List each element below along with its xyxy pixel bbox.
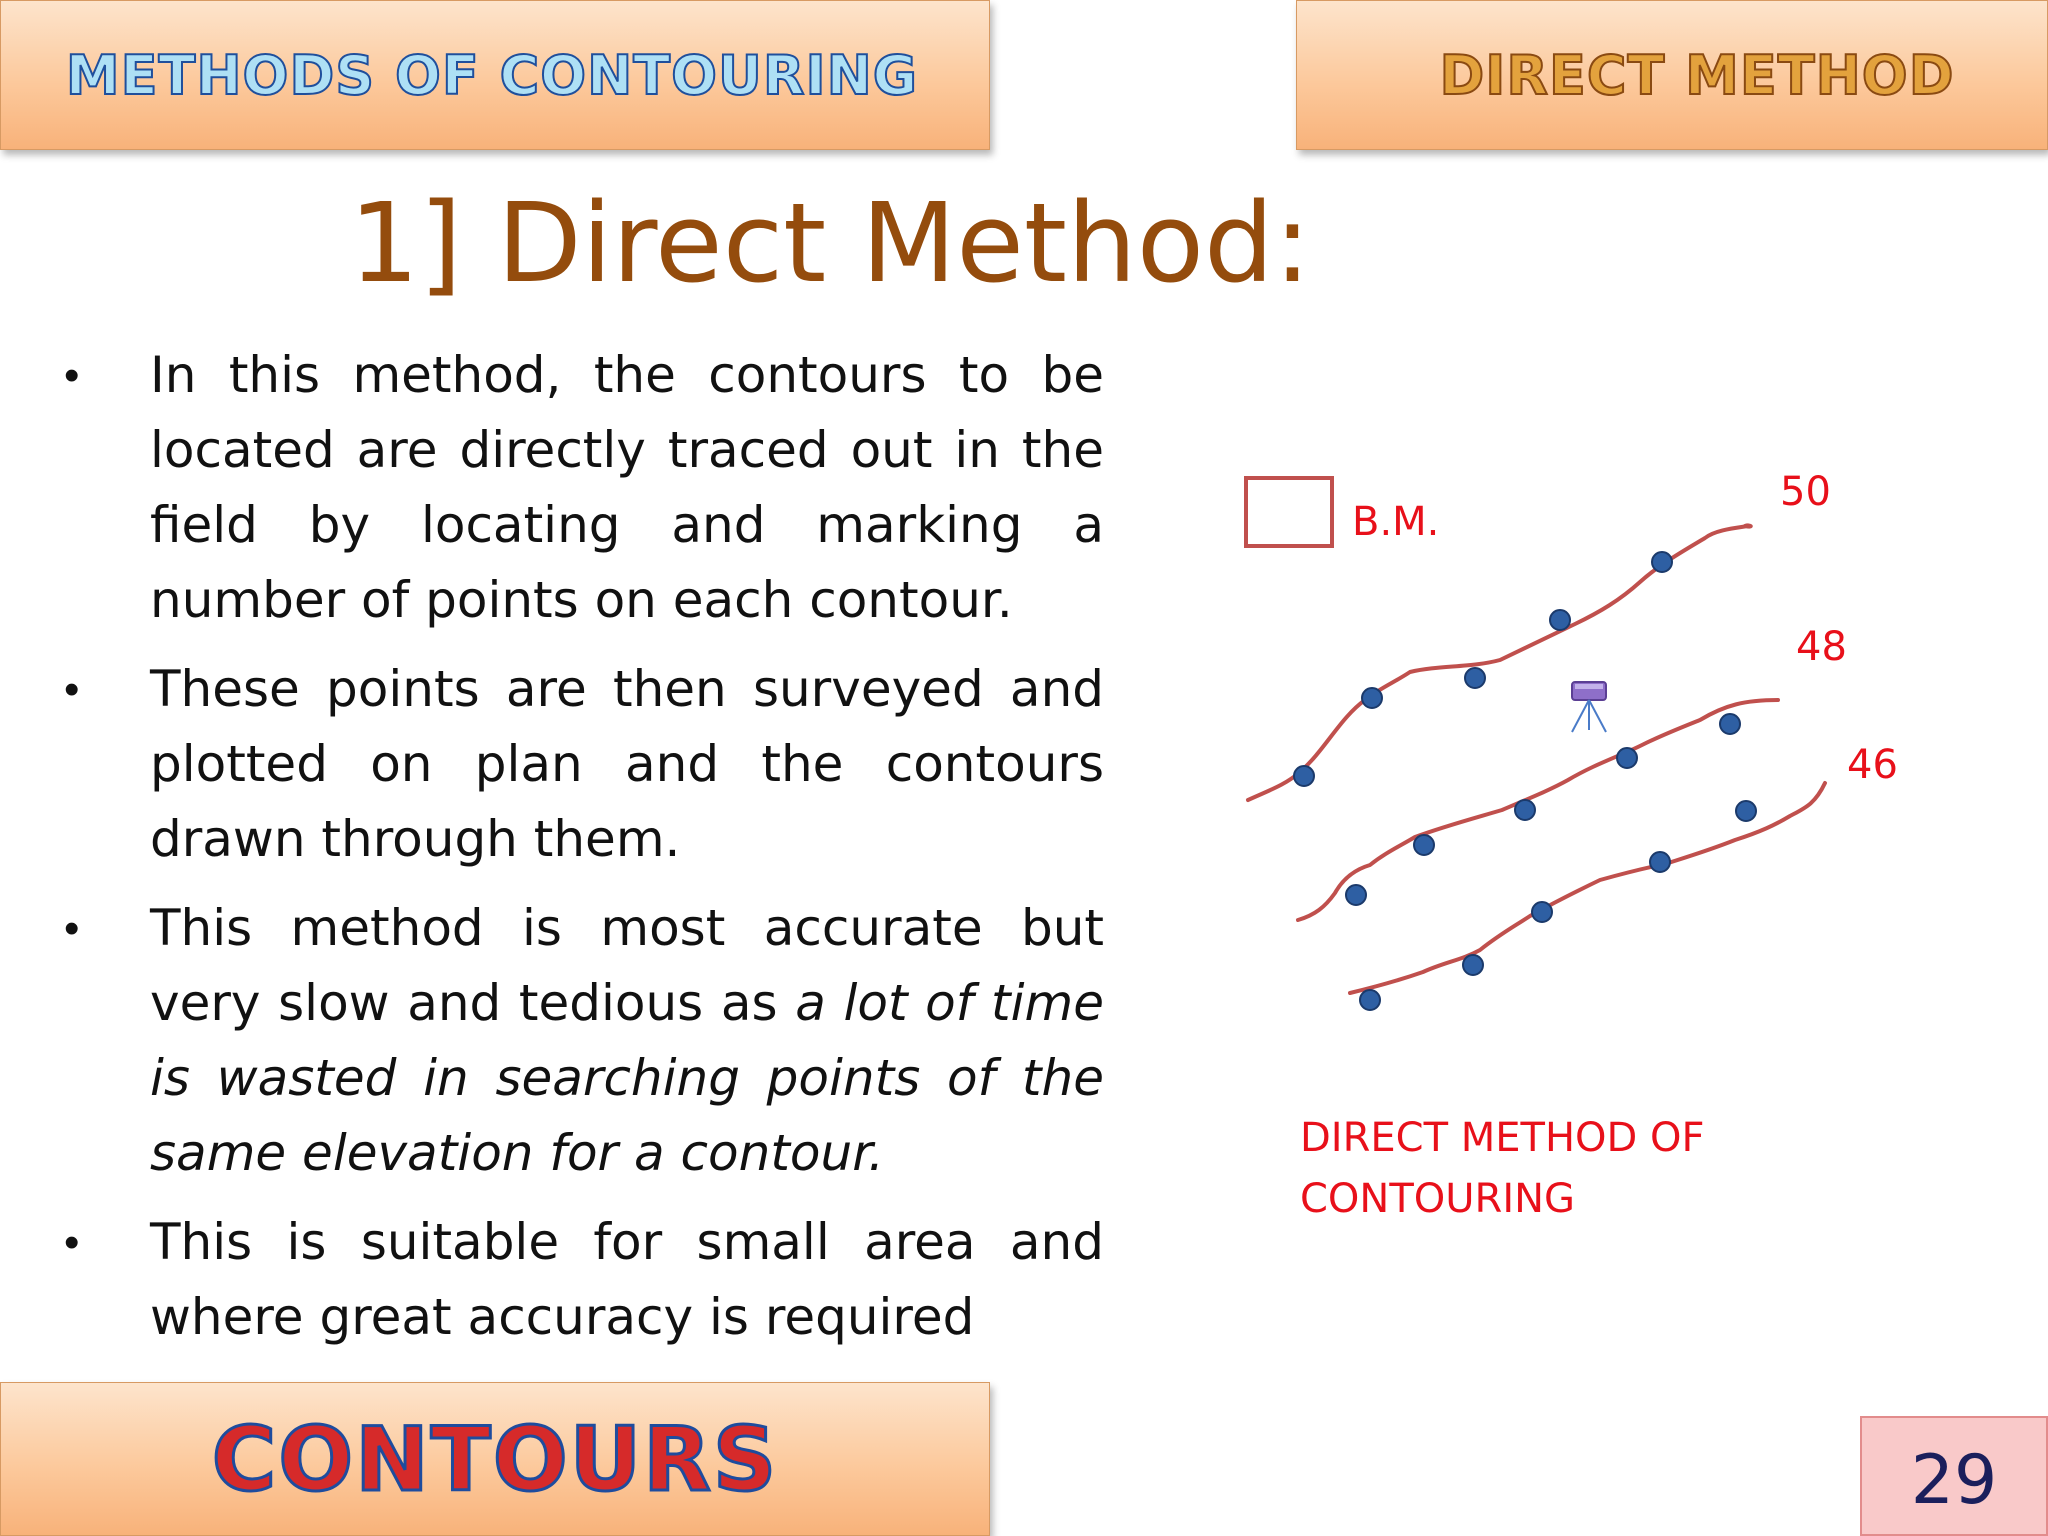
header-banner-right: [1296, 0, 2048, 150]
bullet-icon: •: [64, 1218, 80, 1267]
survey-point: [1362, 688, 1382, 708]
diagram-caption-line-2: CONTOURING: [1300, 1176, 1576, 1222]
direct-method-title: DIRECT METHOD: [1439, 43, 1955, 107]
bullet-text: This is suitable for small area and where great accuracy is required: [150, 1213, 1104, 1346]
survey-points: [1294, 552, 1756, 1010]
survey-point: [1652, 552, 1672, 572]
survey-point: [1346, 885, 1366, 905]
bullet-text: [150, 891, 1104, 1191]
page-number-box: [1860, 1416, 2048, 1536]
benchmark-box: [1246, 478, 1332, 546]
diagram-caption: [1300, 1108, 1800, 1230]
bullet-text: In this method, the contours to be located are directly traced out in the field by locating and marking a number of points on each contour.: [150, 346, 1104, 629]
contour-line-50: [1248, 525, 1751, 800]
survey-point: [1550, 610, 1570, 630]
survey-point: [1532, 902, 1552, 922]
page-number: 29: [1910, 1440, 1998, 1520]
survey-point: [1650, 852, 1670, 872]
survey-point: [1720, 714, 1740, 734]
bullet-item: [64, 652, 1104, 877]
bullet-text-regular: This method is most accurate but very slow and tedious as: [150, 899, 1104, 1032]
page-title: 1] Direct Method:: [349, 179, 1311, 307]
contour-diagram: [1230, 460, 1930, 1040]
bullet-icon: •: [64, 904, 80, 953]
methods-of-contouring-title: METHODS OF CONTOURING: [65, 43, 919, 107]
bullet-icon: •: [64, 351, 80, 400]
bullet-item: [64, 338, 1104, 638]
contour-label-50: 50: [1780, 469, 1831, 515]
survey-point: [1515, 800, 1535, 820]
benchmark-label: B.M.: [1352, 499, 1440, 545]
bullet-item: [64, 1205, 1104, 1355]
bullet-text: These points are then surveyed and plotted on plan and the contours drawn through them.: [150, 660, 1104, 868]
survey-point: [1414, 835, 1434, 855]
survey-point: [1617, 748, 1637, 768]
survey-point: [1736, 801, 1756, 821]
header-banner-left: [0, 0, 990, 150]
survey-instrument-icon: [1572, 682, 1606, 732]
contour-label-46: 46: [1847, 742, 1898, 788]
bullet-item: [64, 891, 1104, 1191]
contour-label-48: 48: [1796, 624, 1847, 670]
diagram-caption-line-1: DIRECT METHOD OF: [1300, 1115, 1705, 1161]
survey-point: [1463, 955, 1483, 975]
footer-banner: [0, 1382, 990, 1536]
survey-point: [1465, 668, 1485, 688]
bullet-icon: •: [64, 665, 80, 714]
bullet-list: [64, 338, 1104, 1369]
contours-subject-title: CONTOURS: [211, 1407, 779, 1511]
contour-line-48: [1298, 700, 1778, 920]
bullet-text-italic: a lot of time is wasted in searching points of the same elevation for a contour.: [150, 974, 1104, 1182]
survey-point: [1360, 990, 1380, 1010]
survey-point: [1294, 766, 1314, 786]
